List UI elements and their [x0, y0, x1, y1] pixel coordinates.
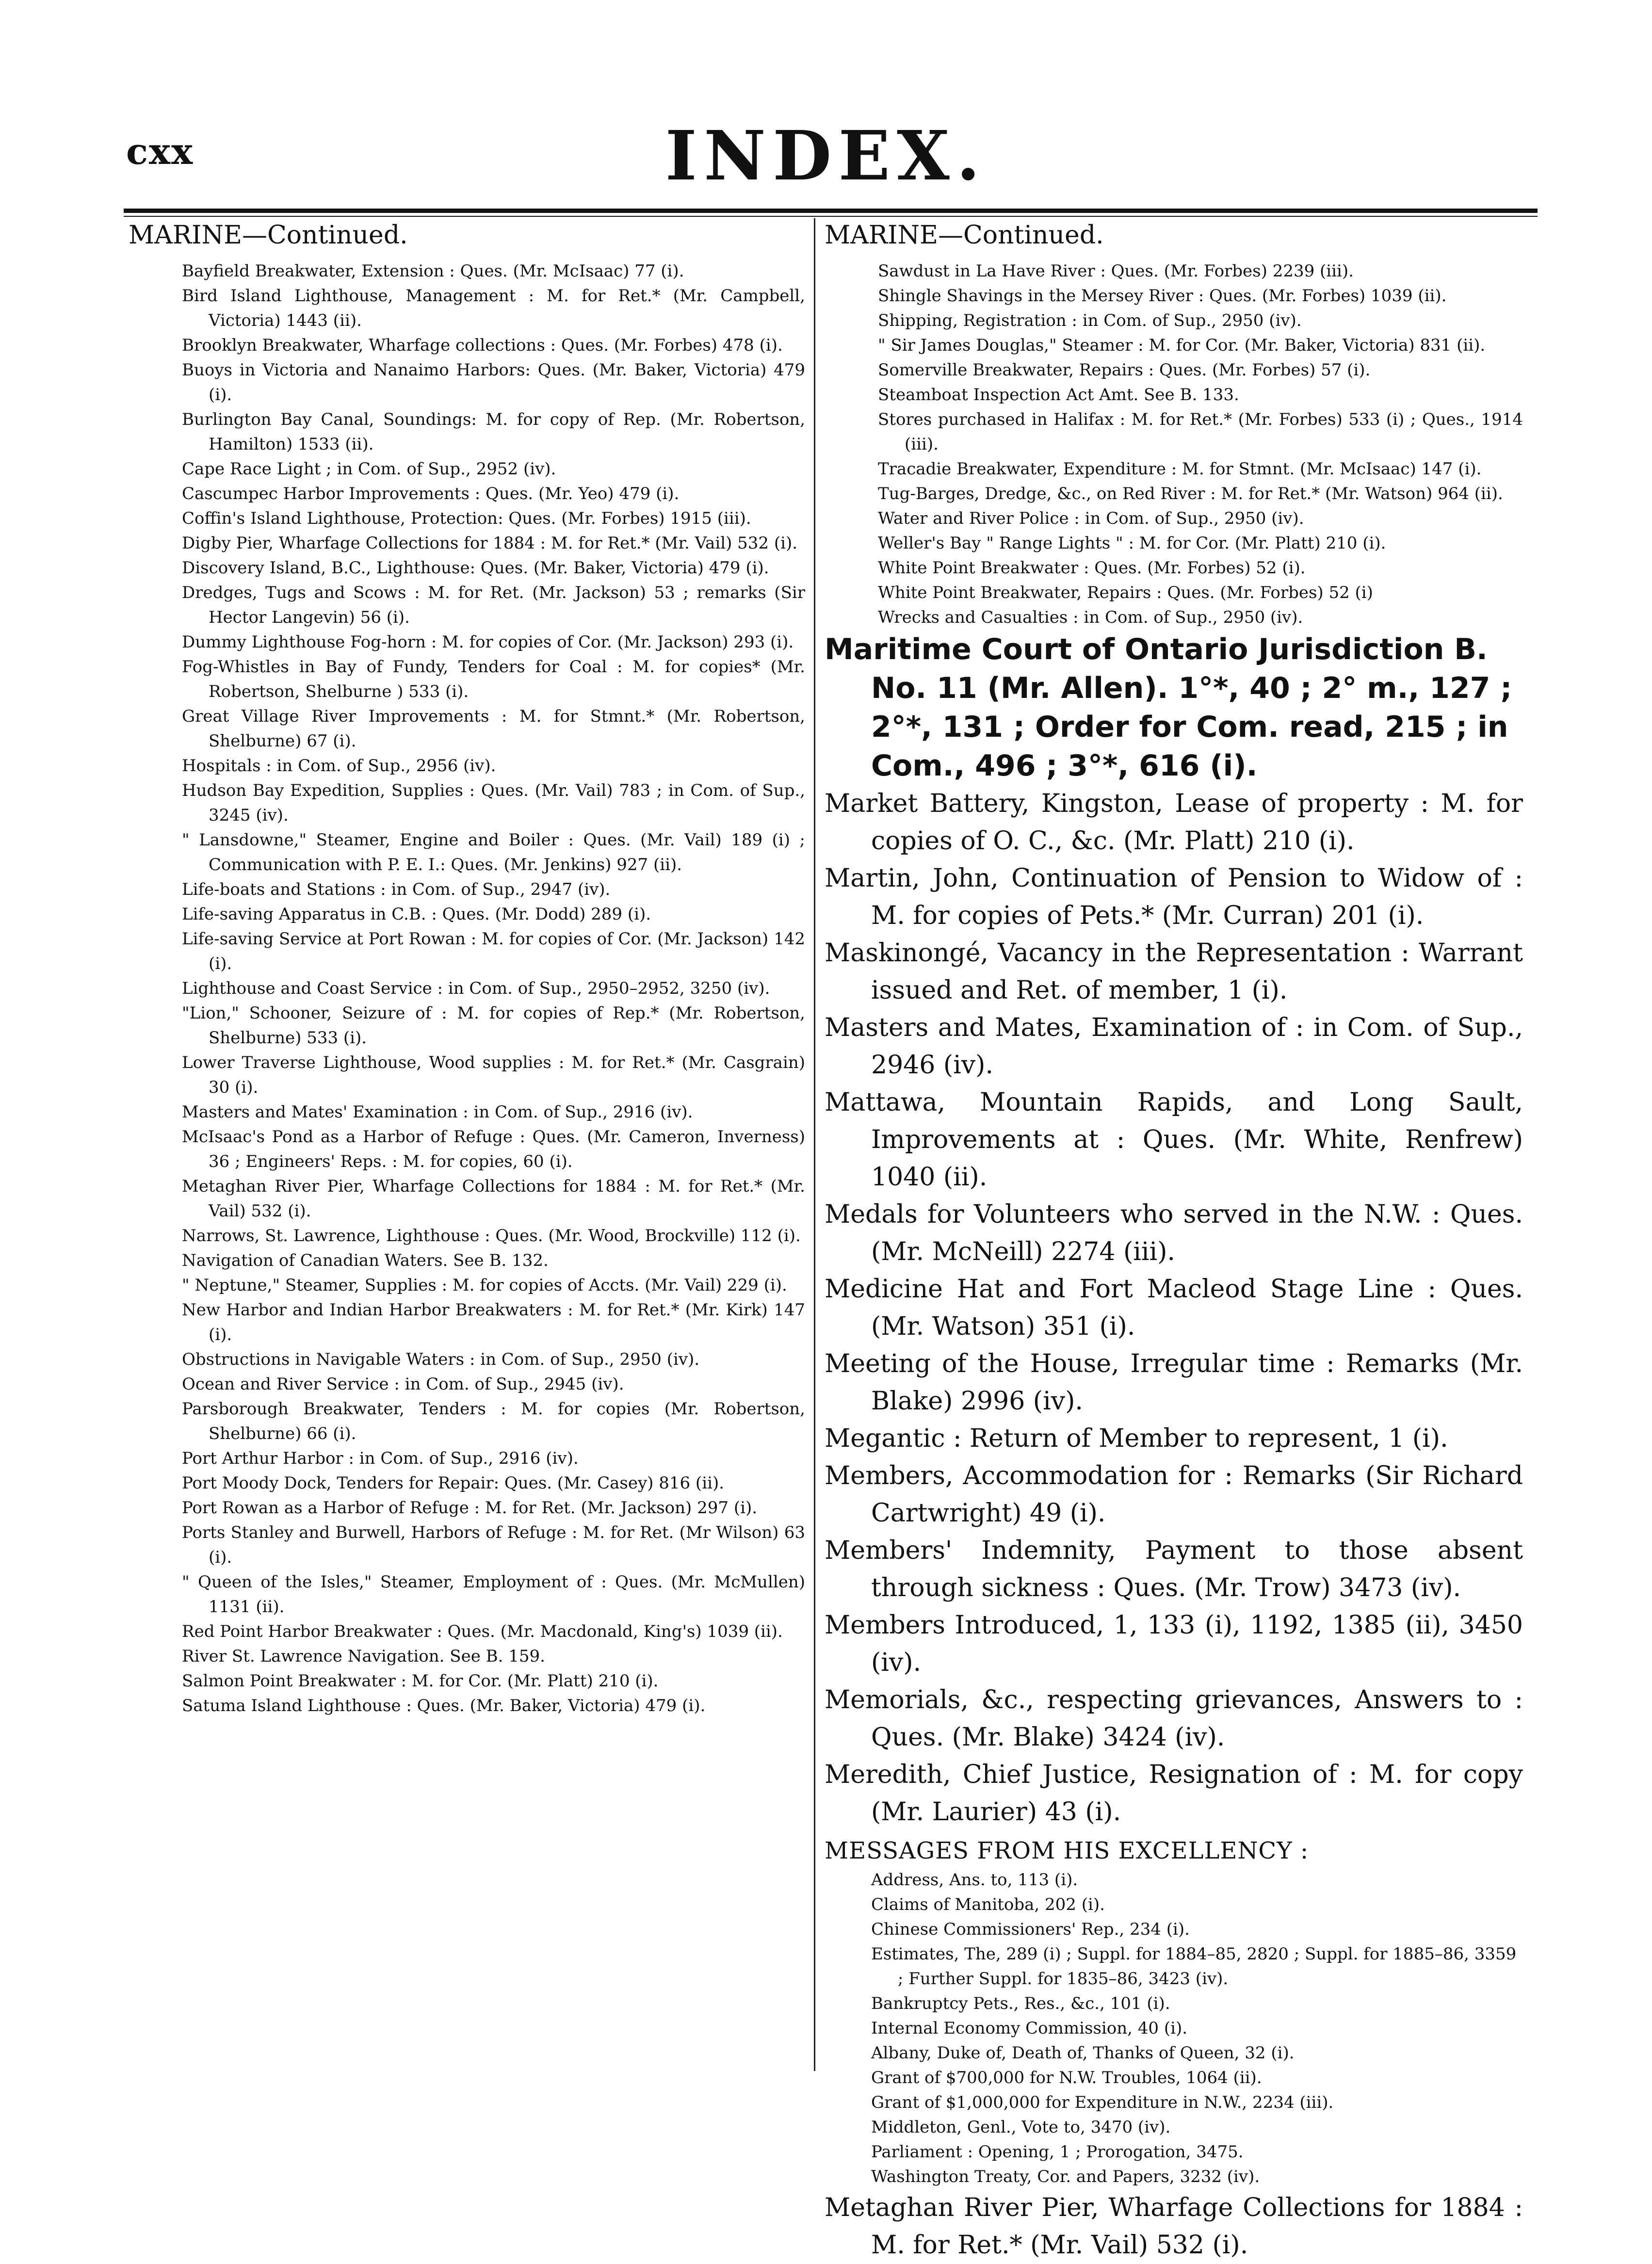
message-entry: Middleton, Genl., Vote to, 3470 (iv).	[871, 2118, 1171, 2137]
index-entry: Great Village River Improvements : M. for Stmnt.* (Mr. Robertson, Shelburne) 67 (i).	[182, 707, 805, 751]
index-entry: Steamboat Inspection Act Amt. See B. 133.	[878, 385, 1239, 404]
message-entry: Albany, Duke of, Death of, Thanks of Queen, 32 (i).	[871, 2043, 1295, 2063]
index-entry: Discovery Island, B.C., Lighthouse: Ques. (Mr. Baker, Victoria) 479 (i).	[182, 558, 769, 578]
index-entry: Megantic : Return of Member to represent, 1 (i).	[825, 1424, 1448, 1453]
index-entry: Salmon Point Breakwater : M. for Cor. (Mr. Platt) 210 (i).	[182, 1671, 659, 1691]
index-entry: Martin, John, Continuation of Pension to Widow of : M. for copies of Pets.* (Mr. Curran) 201 (i).	[825, 864, 1523, 930]
index-entry: Port Rowan as a Harbor of Refuge : M. for Ret. (Mr. Jackson) 297 (i).	[182, 1498, 758, 1518]
index-entry: Bird Island Lighthouse, Management : M. for Ret.* (Mr. Campbell, Victoria) 1443 (ii).	[182, 286, 805, 330]
index-entry: Somerville Breakwater, Repairs : Ques. (Mr. Forbes) 57 (i).	[878, 360, 1371, 380]
index-entry: Buoys in Victoria and Nanaimo Harbors: Ques. (Mr. Baker, Victoria) 479 (i).	[182, 360, 805, 404]
index-entry: Life-boats and Stations : in Com. of Sup., 2947 (iv).	[182, 880, 611, 899]
index-entry: " Lansdowne," Steamer, Engine and Boiler : Ques. (Mr. Vail) 189 (i) ; Communication with P. E. I.: Ques. (Mr. Jenkins) 927 (ii).	[182, 830, 805, 874]
index-entry: Members Introduced, 1, 133 (i), 1192, 1385 (ii), 3450 (iv).	[825, 1611, 1523, 1677]
final-entry: Metaghan River Pier, Wharfage Collections for 1884 : M. for Ret.* (Mr. Vail) 532 (i).	[825, 2193, 1523, 2260]
left-entry-list	[129, 259, 805, 1718]
index-entry: Medicine Hat and Fort Macleod Stage Line : Ques. (Mr. Watson) 351 (i).	[825, 1275, 1523, 1341]
header-rule-thin	[124, 216, 1538, 217]
index-entry: Lower Traverse Lighthouse, Wood supplies : M. for Ret.* (Mr. Casgrain) 30 (i).	[182, 1053, 805, 1097]
message-entry: Chinese Commissioners' Rep., 234 (i).	[871, 1920, 1190, 1939]
index-entry: Hudson Bay Expedition, Supplies : Ques. (Mr. Vail) 783 ; in Com. of Sup., 3245 (iv).	[182, 781, 805, 825]
message-entry: Claims of Manitoba, 202 (i).	[871, 1895, 1105, 1914]
index-entry: Hospitals : in Com. of Sup., 2956 (iv).	[182, 756, 496, 776]
column-divider	[814, 218, 815, 2071]
index-entry: Ocean and River Service : in Com. of Sup., 2945 (iv).	[182, 1375, 624, 1394]
index-entry: Brooklyn Breakwater, Wharfage collections : Ques. (Mr. Forbes) 478 (i).	[182, 336, 783, 355]
right-main-list	[825, 785, 1523, 1831]
message-entry: Address, Ans. to, 113 (i).	[871, 1870, 1078, 1890]
index-entry: Digby Pier, Wharfage Collections for 1884 : M. for Ret.* (Mr. Vail) 532 (i).	[182, 534, 798, 553]
index-entry: Ports Stanley and Burwell, Harbors of Refuge : M. for Ret. (Mr Wilson) 63 (i).	[182, 1523, 805, 1567]
index-entry: Water and River Police : in Com. of Sup., 2950 (iv).	[878, 509, 1304, 528]
index-entry: Tracadie Breakwater, Expenditure : M. for Stmnt. (Mr. McIsaac) 147 (i).	[878, 459, 1482, 479]
index-entry: Dredges, Tugs and Scows : M. for Ret. (Mr. Jackson) 53 ; remarks (Sir Hector Langevin) 56 (i).	[182, 583, 805, 627]
index-entry: New Harbor and Indian Harbor Breakwaters : M. for Ret.* (Mr. Kirk) 147 (i).	[182, 1300, 805, 1344]
message-entry: Grant of $1,000,000 for Expenditure in N.W., 2234 (iii).	[871, 2093, 1334, 2112]
index-entry: Narrows, St. Lawrence, Lighthouse : Ques. (Mr. Wood, Brockville) 112 (i).	[182, 1226, 801, 1245]
message-entry: Bankruptcy Pets., Res., &c., 101 (i).	[871, 1994, 1170, 2013]
left-section-heading: MARINE—Continued.	[129, 221, 408, 250]
index-entry: " Queen of the Isles," Steamer, Employment of : Ques. (Mr. McMullen) 1131 (ii).	[182, 1572, 805, 1617]
index-entry: Navigation of Canadian Waters. See B. 132.	[182, 1251, 549, 1270]
page-title: INDEX.	[665, 116, 987, 196]
index-entry: Maskinongé, Vacancy in the Representation : Warrant issued and Ret. of member, 1 (i).	[825, 938, 1523, 1005]
index-entry: Medals for Volunteers who served in the N.W. : Ques. (Mr. McNeill) 2274 (iii).	[825, 1200, 1523, 1266]
message-entry: Washington Treaty, Cor. and Papers, 3232 (iv).	[871, 2167, 1260, 2186]
index-entry: Tug-Barges, Dredge, &c., on Red River : M. for Ret.* (Mr. Watson) 964 (ii).	[878, 484, 1503, 503]
index-entry: Fog-Whistles in Bay of Fundy, Tenders for Coal : M. for copies* (Mr. Robertson, Shelburne ) 533 (i).	[182, 657, 805, 701]
index-entry: Members' Indemnity, Payment to those absent through sickness : Ques. (Mr. Trow) 3473 (iv).	[825, 1536, 1523, 1602]
index-entry: Meredith, Chief Justice, Resignation of : M. for copy (Mr. Laurier) 43 (i).	[825, 1760, 1523, 1827]
index-entry: Dummy Lighthouse Fog-horn : M. for copies of Cor. (Mr. Jackson) 293 (i).	[182, 632, 794, 652]
index-entry: Memorials, &c., respecting grievances, Answers to : Ques. (Mr. Blake) 3424 (iv).	[825, 1685, 1523, 1752]
index-entry: Satuma Island Lighthouse : Ques. (Mr. Baker, Victoria) 479 (i).	[182, 1696, 706, 1715]
index-entry: Cape Race Light ; in Com. of Sup., 2952 (iv).	[182, 459, 556, 479]
index-entry: "Lion," Schooner, Seizure of : M. for copies of Rep.* (Mr. Robertson, Shelburne) 533 (i).	[182, 1003, 805, 1048]
message-entry: Parliament : Opening, 1 ; Prorogation, 3475.	[871, 2142, 1244, 2162]
right-column	[825, 218, 1523, 2264]
index-entry: Port Moody Dock, Tenders for Repair: Ques. (Mr. Casey) 816 (ii).	[182, 1473, 725, 1493]
index-entry: Cascumpec Harbor Improvements : Ques. (Mr. Yeo) 479 (i).	[182, 484, 680, 503]
index-entry: " Neptune," Steamer, Supplies : M. for copies of Accts. (Mr. Vail) 229 (i).	[182, 1276, 787, 1295]
bill-entry: Maritime Court of Ontario Jurisdiction B. No. 11 (Mr. Allen). 1°*, 40 ; 2° m., 127 ; 2°*, 131 ; Order for Com. read, 215 ; in Com., 496 ; 3°*, 616 (i).	[825, 632, 1512, 783]
message-entry: Estimates, The, 289 (i) ; Suppl. for 1884–85, 2820 ; Suppl. for 1885–86, 3359 ; Further Suppl. for 1835–86, 3423 (iv).	[871, 1944, 1517, 1989]
index-entry: Wrecks and Casualties : in Com. of Sup., 2950 (iv).	[878, 608, 1303, 627]
index-entry: Market Battery, Kingston, Lease of property : M. for copies of O. C., &c. (Mr. Platt) 210 (i).	[825, 789, 1523, 856]
index-entry: White Point Breakwater, Repairs : Ques. (Mr. Forbes) 52 (i)	[878, 583, 1373, 602]
index-entry: Weller's Bay " Range Lights " : M. for Cor. (Mr. Platt) 210 (i).	[878, 534, 1386, 553]
index-entry: " Sir James Douglas," Steamer : M. for Cor. (Mr. Baker, Victoria) 831 (ii).	[878, 336, 1486, 355]
header-rule	[124, 209, 1538, 213]
index-entry: Life-saving Service at Port Rowan : M. for copies of Cor. (Mr. Jackson) 142 (i).	[182, 929, 805, 973]
index-entry: Coffin's Island Lighthouse, Protection: Ques. (Mr. Forbes) 1915 (iii).	[182, 509, 751, 528]
index-entry: Red Point Harbor Breakwater : Ques. (Mr. Macdonald, King's) 1039 (ii).	[182, 1622, 783, 1641]
index-entry: Parsborough Breakwater, Tenders : M. for copies (Mr. Robertson, Shelburne) 66 (i).	[182, 1399, 805, 1443]
message-entry: Internal Economy Commission, 40 (i).	[871, 2019, 1188, 2038]
right-section-heading: MARINE—Continued.	[825, 221, 1104, 250]
index-entry: Burlington Bay Canal, Soundings: M. for copy of Rep. (Mr. Robertson, Hamilton) 1533 (ii).	[182, 410, 805, 454]
index-entry: Bayfield Breakwater, Extension : Ques. (Mr. McIsaac) 77 (i).	[182, 261, 684, 281]
page-number: cxx	[126, 131, 194, 173]
index-entry: McIsaac's Pond as a Harbor of Refuge : Ques. (Mr. Cameron, Inverness) 36 ; Engineers' Reps. : M. for copies, 60 (i).	[182, 1127, 805, 1171]
index-entry: Life-saving Apparatus in C.B. : Ques. (Mr. Dodd) 289 (i).	[182, 905, 651, 924]
index-entry: Obstructions in Navigable Waters : in Com. of Sup., 2950 (iv).	[182, 1350, 700, 1369]
index-entry: River St. Lawrence Navigation. See B. 159.	[182, 1647, 545, 1666]
index-entry: Metaghan River Pier, Wharfage Collections for 1884 : M. for Ret.* (Mr. Vail) 532 (i).	[182, 1177, 805, 1221]
messages-heading: MESSAGES FROM HIS EXCELLENCY :	[825, 1837, 1309, 1864]
index-entry: Members, Accommodation for : Remarks (Sir Richard Cartwright) 49 (i).	[825, 1461, 1523, 1528]
index-entry: Stores purchased in Halifax : M. for Ret.* (Mr. Forbes) 533 (i) ; Ques., 1914 (iii).	[878, 410, 1523, 454]
index-entry: Port Arthur Harbor : in Com. of Sup., 2916 (iv).	[182, 1449, 579, 1468]
index-entry: Lighthouse and Coast Service : in Com. of Sup., 2950–2952, 3250 (iv).	[182, 979, 770, 998]
index-entry: Meeting of the House, Irregular time : Remarks (Mr. Blake) 2996 (iv).	[825, 1349, 1523, 1416]
index-entry: Sawdust in La Have River : Ques. (Mr. Forbes) 2239 (iii).	[878, 261, 1354, 281]
message-entry: Grant of $700,000 for N.W. Troubles, 1064 (ii).	[871, 2068, 1262, 2087]
index-entry: Masters and Mates, Examination of : in Com. of Sup., 2946 (iv).	[825, 1013, 1523, 1080]
left-column	[129, 218, 805, 1718]
index-entry: Shingle Shavings in the Mersey River : Ques. (Mr. Forbes) 1039 (ii).	[878, 286, 1447, 306]
index-entry: Masters and Mates' Examination : in Com. of Sup., 2916 (iv).	[182, 1102, 693, 1122]
index-entry: White Point Breakwater : Ques. (Mr. Forbes) 52 (i).	[878, 558, 1306, 578]
index-entry: Mattawa, Mountain Rapids, and Long Sault, Improvements at : Ques. (Mr. White, Renfrew) 1040 (ii).	[825, 1088, 1523, 1192]
messages-list	[825, 1868, 1523, 2189]
index-entry: Shipping, Registration : in Com. of Sup., 2950 (iv).	[878, 311, 1302, 330]
right-marine-list	[825, 259, 1523, 630]
